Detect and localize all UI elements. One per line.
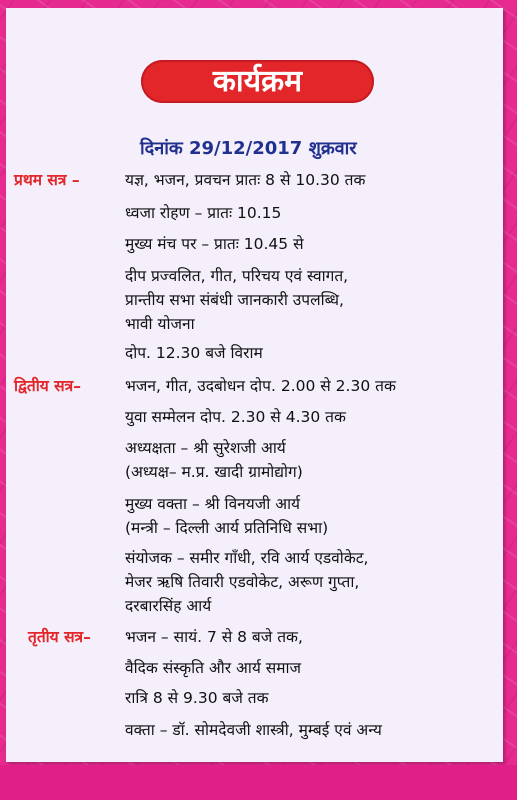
session-2-line: अध्यक्षता – श्री सुरेशजी आर्य bbox=[125, 439, 286, 457]
session-2-line: (अध्यक्ष– म.प्र. खादी ग्रामोद्योग) bbox=[125, 463, 303, 481]
session-2-line: मुख्य वक्ता – श्री विनयजी आर्य bbox=[125, 495, 301, 513]
program-card bbox=[6, 8, 503, 762]
session-3-label: तृतीय सत्र– bbox=[28, 628, 91, 646]
session-2-line: युवा सम्मेलन दोप. 2.30 से 4.30 तक bbox=[125, 408, 346, 426]
session-2-line: संयोजक – समीर गाँधी, रवि आर्य एडवोकेट, bbox=[125, 549, 369, 567]
session-1-label: प्रथम सत्र – bbox=[14, 171, 80, 189]
session-1-line: दोप. 12.30 बजे विराम bbox=[125, 344, 263, 362]
session-1-line: प्रान्तीय सभा संबंधी जानकारी उपलब्धि, bbox=[125, 291, 344, 309]
session-3-line: वैदिक संस्कृति और आर्य समाज bbox=[125, 659, 302, 677]
session-2-line: (मन्त्री – दिल्ली आर्य प्रतिनिधि सभा) bbox=[125, 519, 329, 537]
session-3-line: रात्रि 8 से 9.30 बजे तक bbox=[125, 689, 269, 707]
session-1-line: भावी योजना bbox=[125, 315, 195, 333]
session-1-line: दीप प्रज्वलित, गीत, परिचय एवं स्वागत, bbox=[125, 267, 349, 285]
session-2-label: द्वितीय सत्र– bbox=[14, 377, 81, 395]
title-badge bbox=[141, 60, 374, 103]
session-1-line: यज्ञ, भजन, प्रवचन प्रातः 8 से 10.30 तक bbox=[125, 171, 366, 189]
session-2-line: दरबारसिंह आर्य bbox=[125, 597, 212, 615]
session-2-line: भजन, गीत, उदबोधन दोप. 2.00 से 2.30 तक bbox=[125, 377, 396, 395]
program-date: दिनांक 29/12/2017 शुक्रवार bbox=[140, 138, 357, 159]
session-3-line: वक्ता – डॉ. सोमदेवजी शास्त्री, मुम्बई एवं अन्य bbox=[125, 721, 382, 739]
session-1-line: ध्वजा रोहण – प्रातः 10.15 bbox=[125, 204, 282, 222]
session-3-line: भजन – सायं. 7 से 8 बजे तक, bbox=[125, 628, 303, 646]
page-title: कार्यक्रम bbox=[212, 63, 303, 99]
session-1-line: मुख्य मंच पर – प्रातः 10.45 से bbox=[125, 235, 304, 253]
bottom-frame-strip bbox=[0, 765, 517, 800]
session-2-line: मेजर ऋषि तिवारी एडवोकेट, अरूण गुप्ता, bbox=[125, 573, 360, 591]
